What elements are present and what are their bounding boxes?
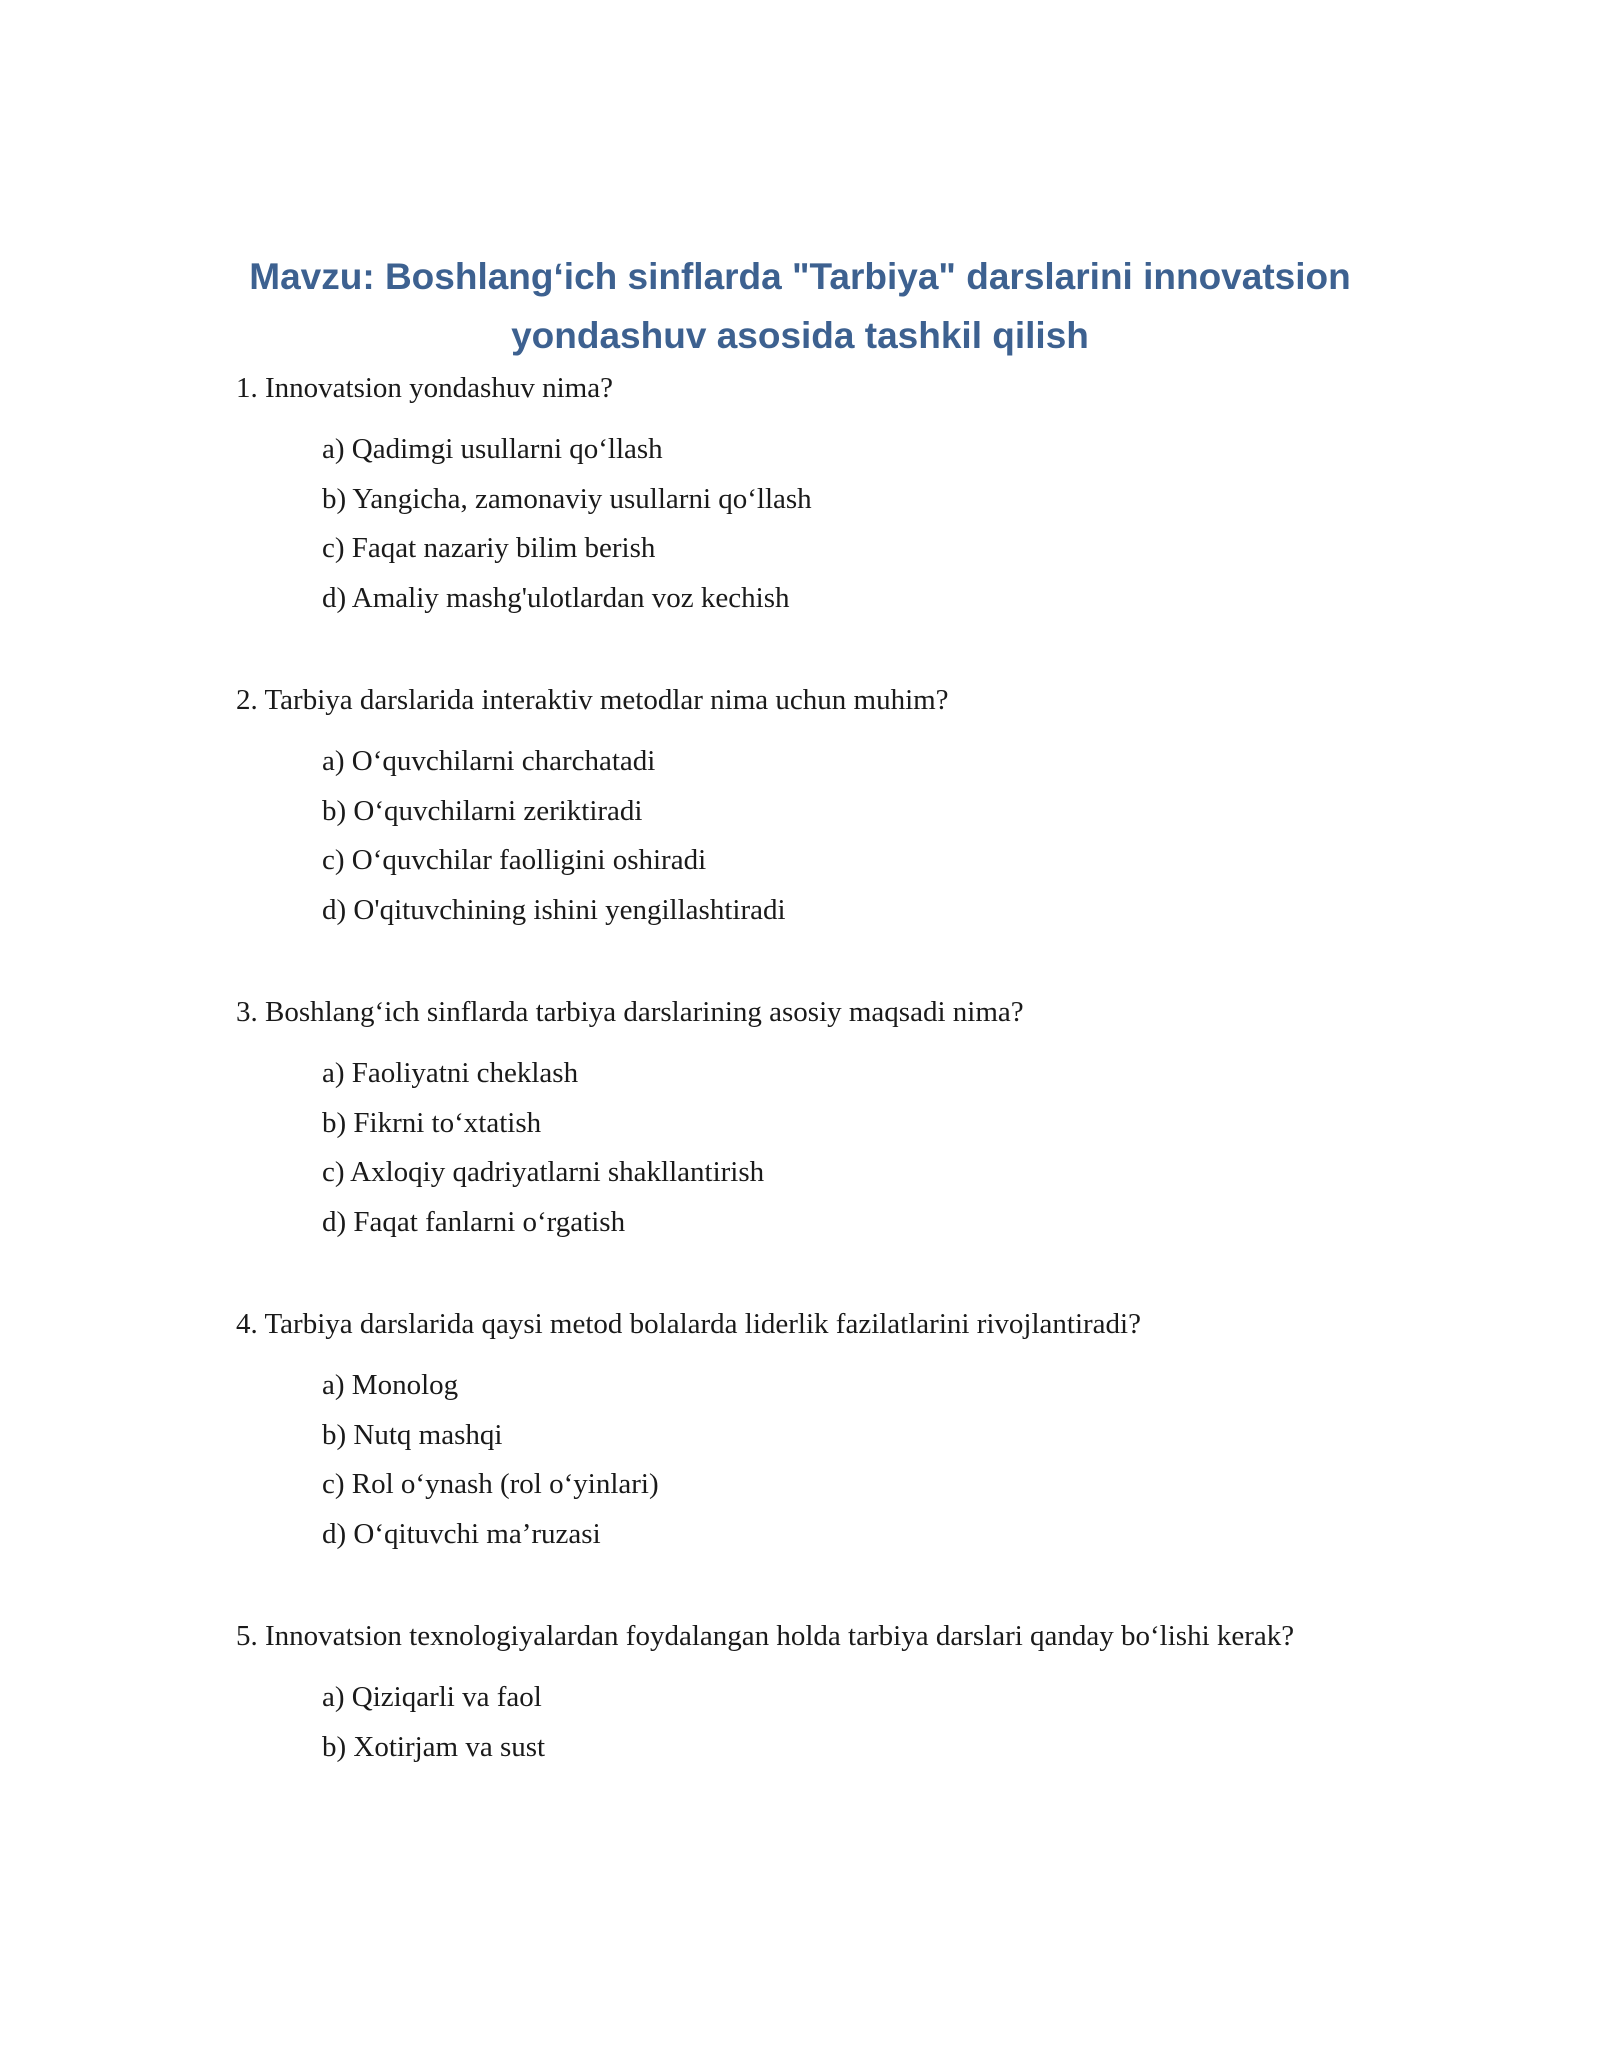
answer-option-a: a) O‘quvchilarni charchatadi [322,745,656,777]
question-1 [236,367,1346,623]
answer-option-c: c) Axloqiy qadriyatlarni shakllantirish [322,1156,765,1188]
answer-option-b: b) Nutq mashqi [322,1418,503,1451]
question-text: 1. Innovatsion yondashuv nima? [236,372,613,404]
answer-option-b: b) O‘quvchilarni zeriktiradi [322,794,643,827]
answer-option-d: d) O‘qituvchi ma’ruzasi [322,1517,601,1550]
answer-option-b: b) Yangicha, zamonaviy usullarni qo‘llash [322,482,812,515]
answer-option-d: d) Amaliy mashg'ulotlardan voz kechish [322,581,790,614]
answer-option-a: a) Faoliyatni cheklash [322,1057,579,1089]
title-line-2: yondashuv asosida tashkil qilish [511,315,1089,356]
question-2 [236,679,1346,935]
answer-option-d: d) Faqat fanlarni o‘rgatish [322,1205,626,1238]
question-text: 2. Tarbiya darslarida interaktiv metodlar nima uchun muhim? [236,684,949,716]
title-line-1: Mavzu: Boshlang‘ich sinflarda "Tarbiya" darslarini innovatsion [249,256,1351,297]
answer-options [236,1361,1346,1559]
question-4 [236,1303,1346,1559]
question-text: 5. Innovatsion texnologiyalardan foydalangan holda tarbiya darslari qanday bo‘lishi kerak? [236,1620,1295,1652]
quiz-question-list [236,367,1346,1828]
answer-options [236,1049,1346,1247]
answer-option-a: a) Qiziqarli va faol [322,1681,542,1713]
question-5 [236,1615,1346,1772]
document-title [236,247,1364,365]
answer-option-a: a) Monolog [322,1369,459,1401]
answer-option-c: c) Faqat nazariy bilim berish [322,532,656,564]
question-text: 3. Boshlang‘ich sinflarda tarbiya darslarining asosiy maqsadi nima? [236,996,1024,1028]
answer-option-b: b) Xotirjam va sust [322,1730,546,1763]
answer-options [236,737,1346,935]
answer-option-c: c) O‘quvchilar faolligini oshiradi [322,844,707,876]
answer-options [236,425,1346,623]
answer-options [236,1673,1346,1772]
question-text: 4. Tarbiya darslarida qaysi metod bolalarda liderlik fazilatlarini rivojlantiradi? [236,1308,1141,1340]
answer-option-a: a) Qadimgi usullarni qo‘llash [322,433,663,465]
answer-option-c: c) Rol o‘ynash (rol o‘yinlari) [322,1468,659,1500]
answer-option-d: d) O'qituvchining ishini yengillashtiradi [322,893,786,926]
answer-option-b: b) Fikrni to‘xtatish [322,1106,542,1139]
question-3 [236,991,1346,1247]
